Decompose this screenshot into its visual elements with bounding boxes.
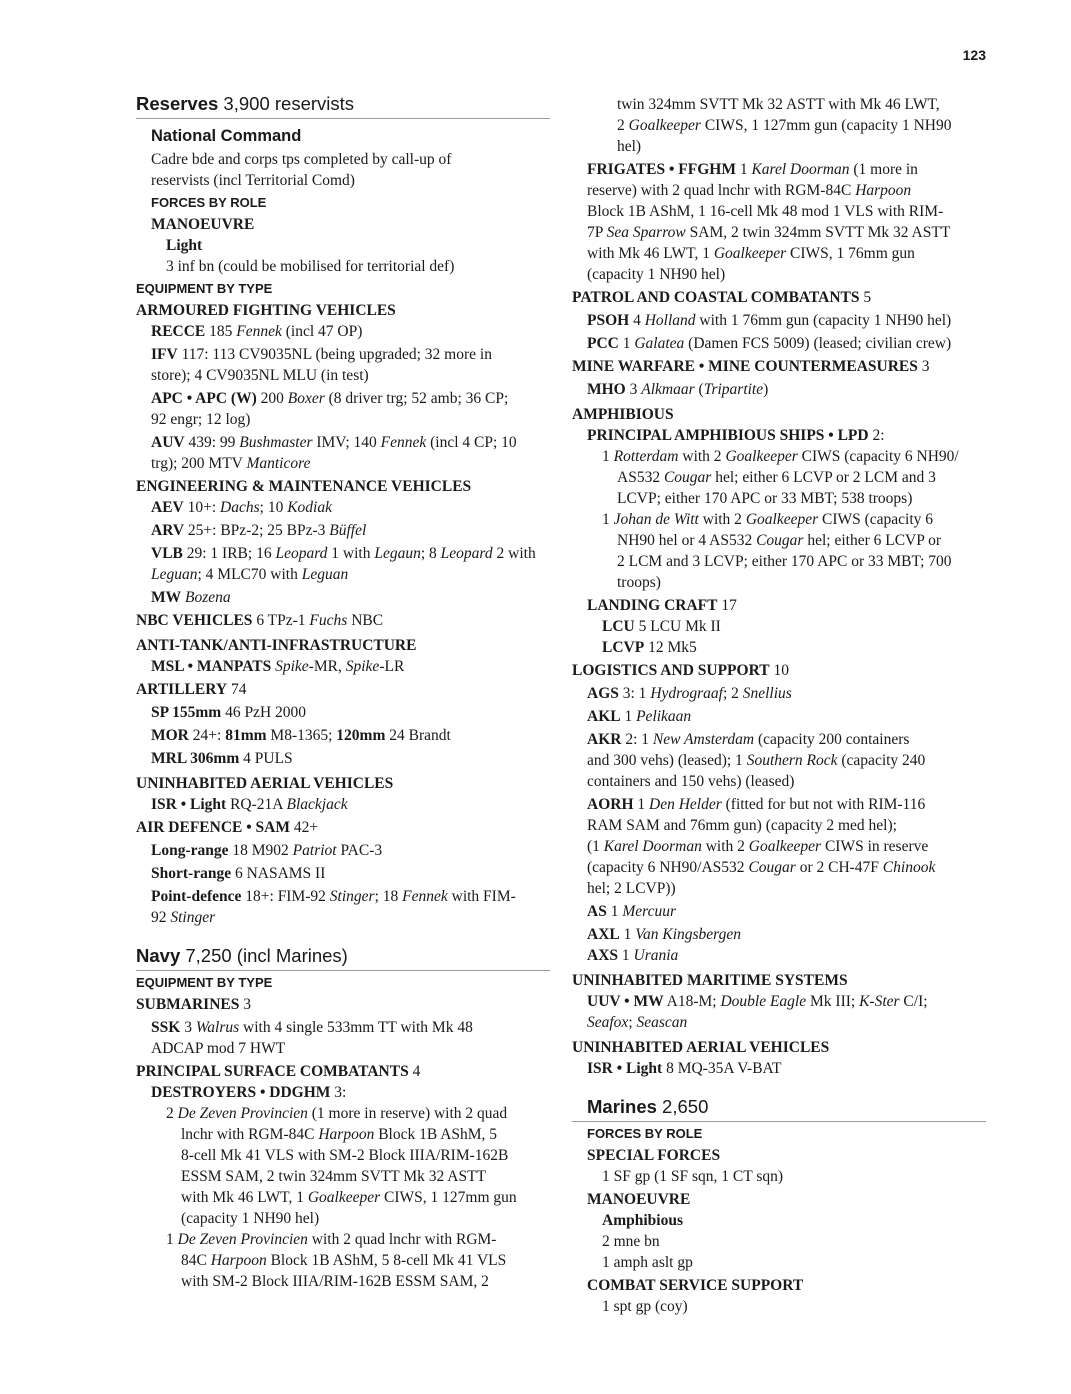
text-line: 1 spt gp (coy) xyxy=(602,1298,688,1315)
entry-vlb-cont: Leguan; 4 MLC70 with Leguan xyxy=(151,566,349,583)
category-amphibious: AMPHIBIOUS xyxy=(572,406,674,423)
entry-ifv: IFV 117: 113 CV9035NL (being upgraded; 32 more in xyxy=(151,346,492,363)
entry-lpd-1-cont: AS532 Cougar hel; either 6 LCVP or 2 LCM and 3 xyxy=(617,469,936,486)
category-manoeuvre: MANOEUVRE xyxy=(587,1191,691,1208)
text-line: reservists (incl Territorial Comd) xyxy=(151,172,355,189)
entry-submarines: SUBMARINES 3 xyxy=(136,996,251,1013)
entry-mw: MW Bozena xyxy=(151,589,231,606)
entry-lpd-1: 1 Rotterdam with 2 Goalkeeper CIWS (capacity 6 NH90/ xyxy=(602,448,959,465)
entry-lcu: LCU 5 LCU Mk II xyxy=(602,618,721,635)
entry-long-range: Long-range 18 M902 Patriot PAC-3 xyxy=(151,842,383,859)
entry-ags: AGS 3: 1 Hydrograaf; 2 Snellius xyxy=(587,685,792,702)
entry-destroyer-class-2-cont: 84C Harpoon Block 1B AShM, 5 8-cell Mk 41 VLS xyxy=(181,1252,507,1269)
text-line: 3 inf bn (could be mobilised for territorial def) xyxy=(166,258,455,275)
category-manoeuvre: MANOEUVRE xyxy=(151,216,255,233)
entry-mor: MOR 24+: 81mm M8-1365; 120mm 24 Brandt xyxy=(151,727,451,744)
entry-aorh-cont: hel; 2 LCVP)) xyxy=(587,880,676,897)
entry-ifv-cont: store); 4 CV9035NL MLU (in test) xyxy=(151,367,369,384)
entry-sp: SP 155mm 46 PzH 2000 xyxy=(151,704,307,721)
forces-by-role-heading: FORCES BY ROLE xyxy=(151,195,267,210)
entry-aorh-cont: (capacity 6 NH90/AS532 Cougar or 2 CH-47F Chinook xyxy=(587,859,936,876)
entry-destroyer-class-1-cont: lnchr with RGM-84C Harpoon Block 1B AShM, 5 xyxy=(181,1126,498,1143)
entry-vlb: VLB 29: 1 IRB; 16 Leopard 1 with Legaun; 8 Leopard 2 with xyxy=(151,545,536,562)
entry-frigates-cont: (capacity 1 NH90 hel) xyxy=(587,266,726,283)
category-afv: ARMOURED FIGHTING VEHICLES xyxy=(136,302,396,319)
entry-principal-amphibious-ships: PRINCIPAL AMPHIBIOUS SHIPS • LPD 2: xyxy=(587,427,885,444)
entry-destroyers: DESTROYERS • DDGHM 3: xyxy=(151,1084,347,1101)
left-column xyxy=(136,90,550,1292)
entry-nbc: NBC VEHICLES 6 TPz-1 Fuchs NBC xyxy=(136,612,384,629)
forces-by-role-heading: FORCES BY ROLE xyxy=(587,1126,703,1141)
subcategory-light: Light xyxy=(166,237,203,254)
entry-isr: ISR • Light RQ-21A Blackjack xyxy=(151,796,348,813)
entry-axs: AXS 1 Urania xyxy=(587,947,679,964)
entry-destroyer-class-2-cont: hel) xyxy=(617,138,642,155)
entry-destroyer-class-1-cont: ESSM SAM, 2 twin 324mm SVTT Mk 32 ASTT xyxy=(181,1168,487,1185)
entry-akl: AKL 1 Pelikaan xyxy=(587,708,692,725)
category-uav: UNINHABITED AERIAL VEHICLES xyxy=(136,775,394,792)
entry-patrol-coastal: PATROL AND COASTAL COMBATANTS 5 xyxy=(572,289,872,306)
section-heading-navy: Navy 7,250 (incl Marines) xyxy=(136,944,550,971)
entry-point-defence-cont: 92 Stinger xyxy=(151,909,216,926)
entry-destroyer-class-2-cont: 2 Goalkeeper CIWS, 1 127mm gun (capacity 1 NH90 xyxy=(617,117,952,134)
entry-lpd-2-cont: troops) xyxy=(617,574,661,591)
category-uav: UNINHABITED AERIAL VEHICLES xyxy=(572,1039,830,1056)
entry-frigates-cont: reserve) with 2 quad lnchr with RGM-84C Harpoon xyxy=(587,182,912,199)
equipment-by-type-heading: EQUIPMENT BY TYPE xyxy=(136,975,273,990)
entry-uuv: UUV • MW A18-M; Double Eagle Mk III; K-Ster C/I; xyxy=(587,993,928,1010)
page-number: 123 xyxy=(962,47,986,63)
entry-lpd-2: 1 Johan de Witt with 2 Goalkeeper CIWS (capacity 6 xyxy=(602,511,934,528)
entry-mrl: MRL 306mm 4 PULS xyxy=(151,750,293,767)
subsection-heading-national-command: National Command xyxy=(151,127,302,145)
entry-destroyer-class-1-cont: with Mk 46 LWT, 1 Goalkeeper CIWS, 1 127mm gun xyxy=(181,1189,517,1206)
entry-landing-craft: LANDING CRAFT 17 xyxy=(587,597,737,614)
entry-short-range: Short-range 6 NASAMS II xyxy=(151,865,326,882)
entry-frigates-cont: Block 1B AShM, 1 16-cell Mk 48 mod 1 VLS with RIM- xyxy=(587,203,944,220)
entry-lpd-1-cont: LCVP; either 170 APC or 33 MBT; 538 troops) xyxy=(617,490,913,507)
entry-frigates-cont: 7P Sea Sparrow SAM, 2 twin 324mm SVTT Mk 32 ASTT xyxy=(587,224,951,241)
entry-lpd-2-cont: 2 LCM and 3 LCVP; either 170 APC or 33 MBT; 700 xyxy=(617,553,952,570)
entry-uuv-cont: Seafox; Seascan xyxy=(587,1014,688,1031)
section-heading-marines: Marines 2,650 xyxy=(572,1095,986,1122)
entry-axl: AXL 1 Van Kingsbergen xyxy=(587,926,742,943)
entry-destroyer-class-2-cont: with SM-2 Block IIIA/RIM-162B ESSM SAM, 2 xyxy=(181,1273,489,1290)
category-anti-tank: ANTI-TANK/ANTI-INFRASTRUCTURE xyxy=(136,637,417,654)
entry-apc-cont: 92 engr; 12 log) xyxy=(151,411,251,428)
entry-akr-cont: and 300 vehs) (leased); 1 Southern Rock (capacity 240 xyxy=(587,752,926,769)
entry-destroyer-class-1: 2 De Zeven Provincien (1 more in reserve) with 2 quad xyxy=(166,1105,508,1122)
entry-isr: ISR • Light 8 MQ-35A V-BAT xyxy=(587,1060,782,1077)
text-line: 1 amph aslt gp xyxy=(602,1254,693,1271)
text-line: 1 SF gp (1 SF sqn, 1 CT sqn) xyxy=(602,1168,784,1185)
entry-mho: MHO 3 Alkmaar (Tripartite) xyxy=(587,381,769,398)
entry-frigates-cont: with Mk 46 LWT, 1 Goalkeeper CIWS, 1 76mm gun xyxy=(587,245,915,262)
entry-ssk-cont: ADCAP mod 7 HWT xyxy=(151,1040,286,1057)
entry-destroyer-class-2: 1 De Zeven Provincien with 2 quad lnchr with RGM- xyxy=(166,1231,497,1248)
entry-destroyer-class-1-cont: (capacity 1 NH90 hel) xyxy=(181,1210,320,1227)
entry-aorh-cont: (1 Karel Doorman with 2 Goalkeeper CIWS in reserve xyxy=(587,838,929,855)
entry-auv-cont: trg); 200 MTV Manticore xyxy=(151,455,311,472)
entry-ssk: SSK 3 Walrus with 4 single 533mm TT with Mk 48 xyxy=(151,1019,473,1036)
entry-frigates: FRIGATES • FFGHM 1 Karel Doorman (1 more in xyxy=(587,161,918,178)
entry-akr: AKR 2: 1 New Amsterdam (capacity 200 containers xyxy=(587,731,910,748)
equipment-by-type-heading: EQUIPMENT BY TYPE xyxy=(136,281,273,296)
text-line: 2 mne bn xyxy=(602,1233,660,1250)
subcategory-amphibious: Amphibious xyxy=(602,1212,683,1229)
entry-lpd-2-cont: NH90 hel or 4 AS532 Cougar hel; either 6 LCVP or xyxy=(617,532,942,549)
entry-arv: ARV 25+: BPz-2; 25 BPz-3 Büffel xyxy=(151,522,367,539)
entry-principal-surface-combatants: PRINCIPAL SURFACE COMBATANTS 4 xyxy=(136,1063,421,1080)
category-combat-service-support: COMBAT SERVICE SUPPORT xyxy=(587,1277,804,1294)
entry-auv: AUV 439: 99 Bushmaster IMV; 140 Fennek (incl 4 CP; 10 xyxy=(151,434,517,451)
entry-recce: RECCE 185 Fennek (incl 47 OP) xyxy=(151,323,363,340)
entry-logistics: LOGISTICS AND SUPPORT 10 xyxy=(572,662,789,679)
entry-artillery: ARTILLERY 74 xyxy=(136,681,247,698)
entry-destroyer-class-2-cont: twin 324mm SVTT Mk 32 ASTT with Mk 46 LWT, xyxy=(617,96,940,113)
entry-lcvp: LCVP 12 Mk5 xyxy=(602,639,697,656)
entry-aev: AEV 10+: Dachs; 10 Kodiak xyxy=(151,499,332,516)
entry-psoh: PSOH 4 Holland with 1 76mm gun (capacity 1 NH90 hel) xyxy=(587,312,952,329)
right-column xyxy=(572,94,986,1317)
text-line: Cadre bde and corps tps completed by call-up of xyxy=(151,151,452,168)
entry-aorh-cont: RAM SAM and 76mm gun) (capacity 2 med hel); xyxy=(587,817,897,834)
category-emv: ENGINEERING & MAINTENANCE VEHICLES xyxy=(136,478,472,495)
category-special-forces: SPECIAL FORCES xyxy=(587,1147,721,1164)
category-uninhabited-maritime: UNINHABITED MARITIME SYSTEMS xyxy=(572,972,848,989)
entry-akr-cont: containers and 150 vehs) (leased) xyxy=(587,773,795,790)
entry-apc: APC • APC (W) 200 Boxer (8 driver trg; 52 amb; 36 CP; xyxy=(151,390,509,407)
entry-mine-warfare: MINE WARFARE • MINE COUNTERMEASURES 3 xyxy=(572,358,930,375)
entry-air-defence: AIR DEFENCE • SAM 42+ xyxy=(136,819,319,836)
entry-point-defence: Point-defence 18+: FIM-92 Stinger; 18 Fennek with FIM- xyxy=(151,888,516,905)
entry-as: AS 1 Mercuur xyxy=(587,903,676,920)
entry-aorh: AORH 1 Den Helder (fitted for but not with RIM-116 xyxy=(587,796,926,813)
entry-destroyer-class-1-cont: 8-cell Mk 41 VLS with SM-2 Block IIIA/RIM-162B xyxy=(181,1147,509,1164)
section-heading-reserves: Reserves 3,900 reservists xyxy=(136,92,550,119)
entry-pcc: PCC 1 Galatea (Damen FCS 5009) (leased; civilian crew) xyxy=(587,335,952,352)
entry-msl: MSL • MANPATS Spike-MR, Spike-LR xyxy=(151,658,405,675)
